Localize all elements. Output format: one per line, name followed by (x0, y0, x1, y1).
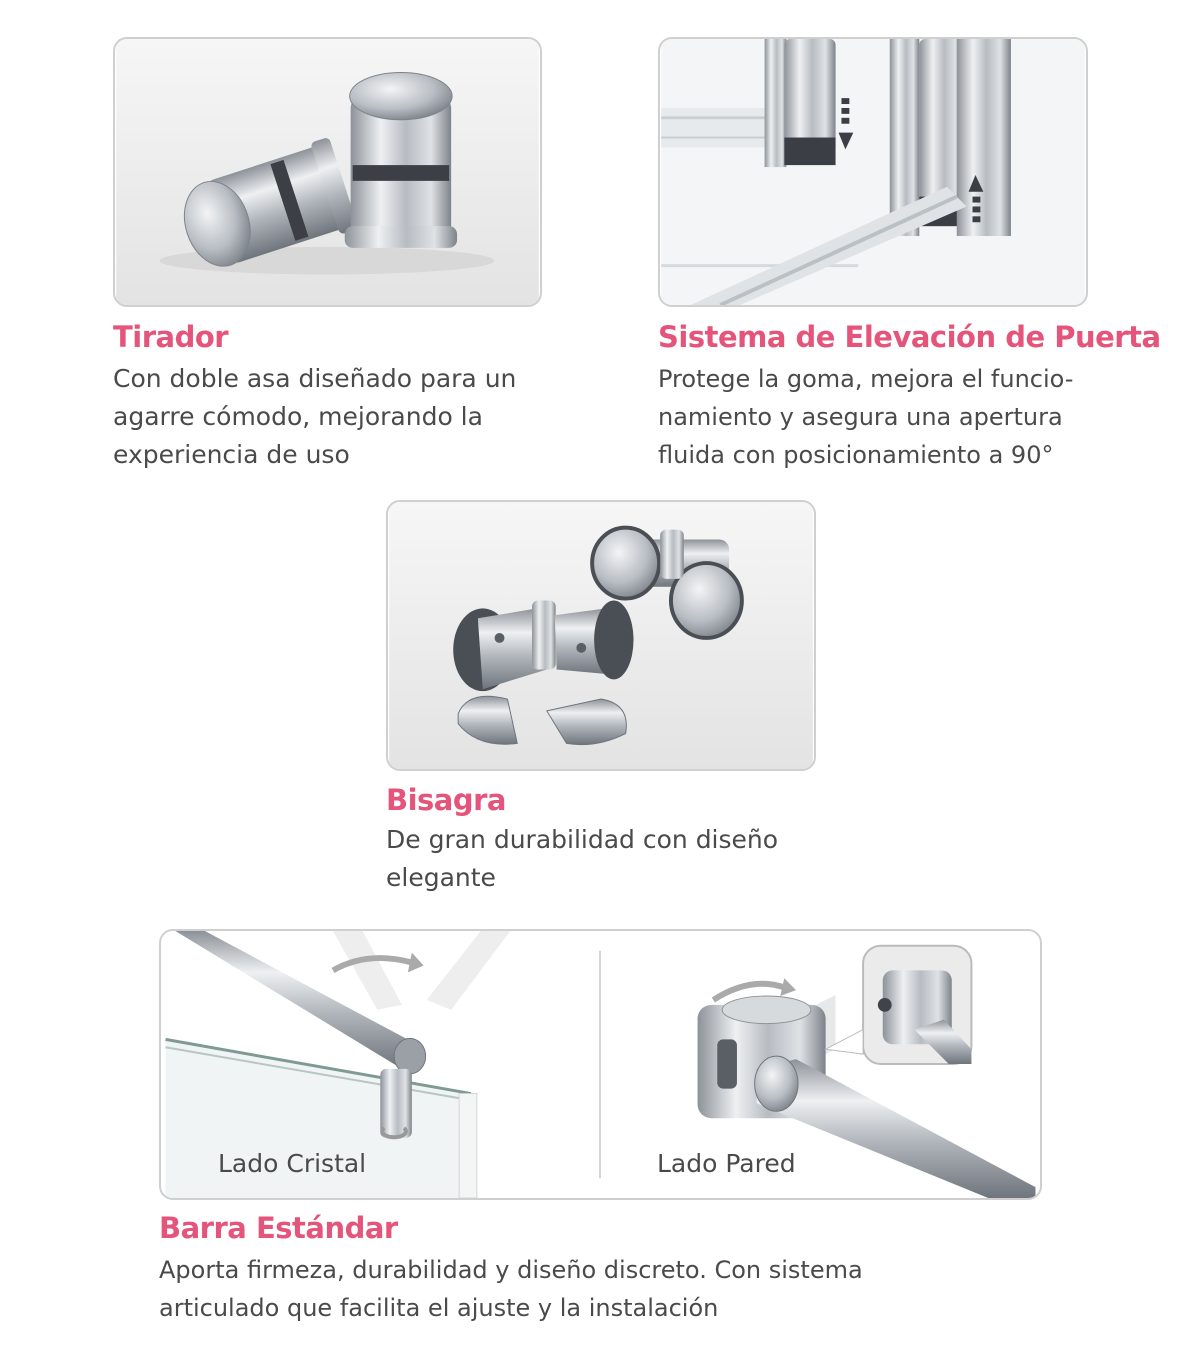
elevacion-line-1: Protege la goma, mejora el funcio- (658, 365, 1074, 393)
elevacion-line-2: namiento y asegura una apertura (658, 403, 1063, 431)
elevacion-title: Sistema de Elevación de Puerta (658, 320, 1161, 354)
bisagra-description (386, 821, 778, 897)
lado-pared-caption: Lado Pared (657, 1149, 796, 1178)
double-knob-handle-image (115, 39, 540, 305)
tirador-title: Tirador (113, 320, 229, 354)
door-lift-system-image (660, 39, 1086, 305)
elevacion-image-card (658, 37, 1088, 307)
elevacion-line-3: fluida con posicionamiento a 90° (658, 441, 1054, 469)
bisagra-image-card (386, 500, 816, 771)
tirador-image-card (113, 37, 542, 307)
bisagra-line-1: De gran durabilidad con diseño (386, 825, 779, 854)
bisagra-title: Bisagra (386, 783, 507, 817)
lado-cristal-caption: Lado Cristal (218, 1149, 367, 1178)
tirador-description (113, 360, 516, 474)
barra-title: Barra Estándar (159, 1211, 398, 1245)
bisagra-line-2: elegante (386, 863, 496, 892)
elevacion-description (658, 360, 1073, 474)
tirador-line-1: Con doble asa diseñado para un (113, 364, 517, 393)
barra-description (159, 1251, 863, 1327)
barra-line-2: articulado que facilita el ajuste y la instalación (159, 1294, 719, 1322)
tirador-line-3: experiencia de uso (113, 440, 350, 469)
hinge-image (388, 502, 814, 769)
barra-line-1: Aporta firmeza, durabilidad y diseño discreto. Con sistema (159, 1256, 863, 1284)
tirador-line-2: agarre cómodo, mejorando la (113, 402, 483, 431)
